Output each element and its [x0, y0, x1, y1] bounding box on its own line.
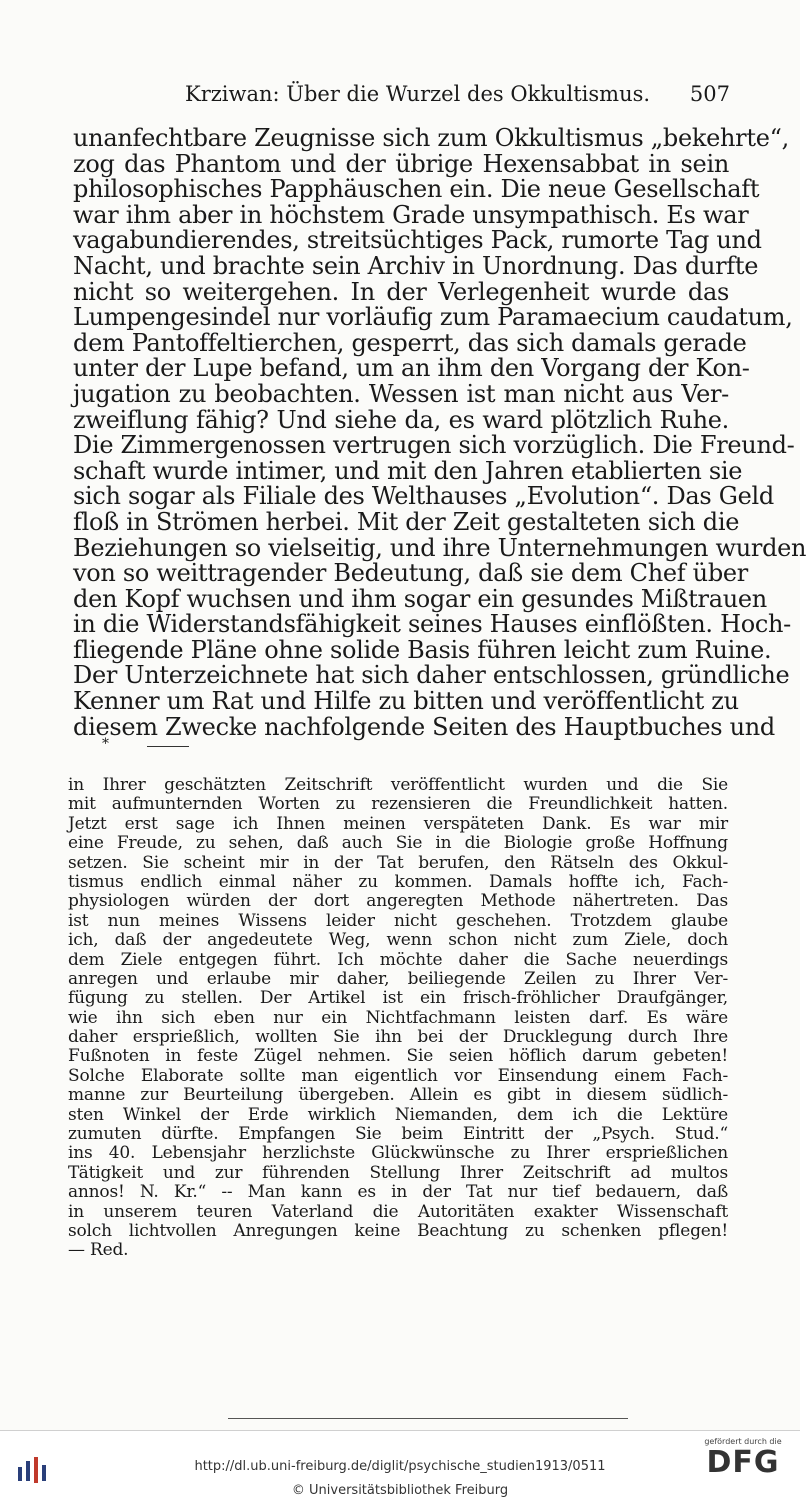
bottom-rule: [228, 1418, 628, 1419]
dfg-caption: gefördert durch die: [704, 1437, 782, 1446]
text-line: diesem Zwecke nachfolgende Seiten des Hauptbuches und: [73, 712, 775, 741]
footnote-line: ins 40. Lebensjahr herzlichste Glückwünsche zu Ihrer ersprießlichen: [68, 1143, 728, 1164]
footnote-line: eine Freude, zu sehen, daß auch Sie in die Biologie große Hoffnung: [68, 833, 728, 854]
footnote-line: in Ihrer geschätzten Zeitschrift veröffentlicht wurden und die Sie: [68, 775, 728, 795]
footnote-line: anregen und erlaube mir daher, beiliegende Zeilen zu Ihrer Ver-: [68, 968, 728, 989]
dfg-logo: [698, 1437, 788, 1480]
footnote-line: annos! N. Kr.“ -- Man kann es in der Tat nur tief bedauern, daß: [68, 1182, 728, 1203]
footnote-line: Jetzt erst sage ich Ihnen meinen verspäteten Dank. Es war mir: [68, 813, 728, 834]
running-title: Krziwan: Über die Wurzel des Okkultismus.: [185, 82, 651, 106]
text-line: Der Unterzeichnete hat sich daher entschlossen, gründliche: [73, 661, 790, 690]
page-number: 507: [689, 82, 730, 106]
copyright-notice: © Universitätsbibliothek Freiburg: [291, 1483, 509, 1498]
text-line: vagabundierendes, streitsüchtiges Pack, rumorte Tag und: [73, 226, 762, 255]
footnote-block: [68, 776, 728, 1261]
footnote-line: — Red.: [68, 1240, 129, 1261]
footnote-line: physiologen würden der dort angeregten Methode nähertreten. Das: [68, 891, 728, 912]
footnote-line: Solche Elaborate sollte man eigentlich vor Einsendung einem Fach-: [68, 1065, 728, 1086]
text-line: von so weittragender Bedeutung, daß sie dem Chef über: [73, 559, 748, 588]
text-line: unter der Lupe befand, um an ihm den Vorgang der Kon-: [73, 354, 750, 383]
text-line: zweiflung fähig? Und siehe da, es ward plötzlich Ruhe.: [73, 405, 729, 434]
footnote-marker: *: [102, 736, 109, 752]
footnote-line: setzen. Sie scheint mir in der Tat berufen, den Rätseln des Okkul-: [68, 852, 728, 873]
viewer-footer: [0, 1430, 800, 1505]
text-line: Die Zimmergenossen vertrugen sich vorzüglich. Die Freund-: [73, 431, 795, 460]
footnote-line: in unserem teuren Vaterland die Autoritäten exakter Wissenschaft: [68, 1201, 728, 1222]
text-line: unanfechtbare Zeugnisse sich zum Okkultismus „bekehrte“,: [73, 124, 789, 152]
footnote-line: dem Ziele entgegen führt. Ich möchte daher die Sache neuerdings: [68, 949, 728, 970]
text-line: jugation zu beobachten. Wessen ist man nicht aus Ver-: [73, 379, 729, 408]
text-line: zog das Phantom und der übrige Hexensabbat in sein: [73, 149, 729, 178]
text-line: den Kopf wuchsen und ihm sogar ein gesundes Mißtrauen: [73, 584, 767, 613]
text-line: dem Pantoffeltierchen, gesperrt, das sich damals gerade: [73, 328, 747, 357]
footnote-line: daher ersprießlich, wollten Sie ihn bei der Drucklegung durch Ihre: [68, 1027, 728, 1048]
text-line: Beziehungen so vielseitig, und ihre Unternehmungen wurden: [73, 533, 806, 562]
footnote-line: zumuten dürfte. Empfangen Sie beim Eintritt der „Psych. Stud.“: [68, 1124, 728, 1145]
text-line: Lumpengesindel nur vorläufig zum Paramaecium caudatum,: [73, 303, 793, 332]
footnote-line: manne zur Beurteilung übergeben. Allein es gibt in diesem südlich-: [68, 1085, 728, 1106]
footnote-line: wie ihn sich eben nur ein Nichtfachmann leisten darf. Es wäre: [68, 1007, 728, 1028]
text-line: fliegende Pläne ohne solide Basis führen leicht zum Ruine.: [73, 635, 772, 664]
permalink-url[interactable]: http://dl.ub.uni-freiburg.de/diglit/psychische_studien1913/0511: [194, 1459, 606, 1474]
text-line: Nacht, und brachte sein Archiv in Unordnung. Das durfte: [73, 251, 759, 280]
footnote-line: tismus endlich einmal näher zu kommen. Damals hoffte ich, Fach-: [68, 871, 728, 892]
footnote-line: sten Winkel der Erde wirklich Niemanden, dem ich die Lektüre: [68, 1104, 728, 1125]
footnote-line: ich, daß der angedeutete Weg, wenn schon nicht zum Ziele, doch: [68, 930, 728, 951]
text-line: Kenner um Rat und Hilfe zu bitten und veröffentlicht zu: [73, 687, 739, 716]
footnote-line: ist nun meines Wissens leider nicht geschehen. Trotzdem glaube: [68, 910, 728, 931]
text-line: nicht so weitergehen. In der Verlegenheit wurde das: [73, 277, 729, 306]
text-line: philosophisches Papphäuschen ein. Die neue Gesellschaft: [73, 175, 760, 204]
footnote-line: solch lichtvollen Anregungen keine Beachtung zu schenken pflegen!: [68, 1220, 728, 1241]
text-line: war ihm aber in höchstem Grade unsympathisch. Es war: [73, 200, 749, 229]
dfg-wordmark: DFG: [706, 1445, 780, 1480]
running-header: [75, 82, 730, 112]
footnote-line: fügung zu stellen. Der Artikel ist ein frisch-fröhlicher Draufgänger,: [68, 988, 728, 1009]
text-line: floß in Strömen herbei. Mit der Zeit gestalteten sich die: [73, 507, 740, 536]
footnote-rule: [147, 746, 189, 747]
text-line: in die Widerstandsfähigkeit seines Hauses einflößten. Hoch-: [73, 610, 791, 639]
main-text-block: [73, 124, 806, 741]
footnote-line: mit aufmunternden Worten zu rezensieren die Freundlichkeit hatten.: [68, 794, 728, 815]
footnote-line: Fußnoten in feste Zügel nehmen. Sie seien höflich darum gebeten!: [68, 1046, 728, 1067]
text-line: schaft wurde intimer, und mit den Jahren etablierten sie: [73, 456, 743, 485]
footnote-line: Tätigkeit und zur führenden Stellung Ihrer Zeitschrift ad multos: [68, 1162, 728, 1183]
text-line: sich sogar als Filiale des Welthauses „Evolution“. Das Geld: [73, 482, 774, 511]
